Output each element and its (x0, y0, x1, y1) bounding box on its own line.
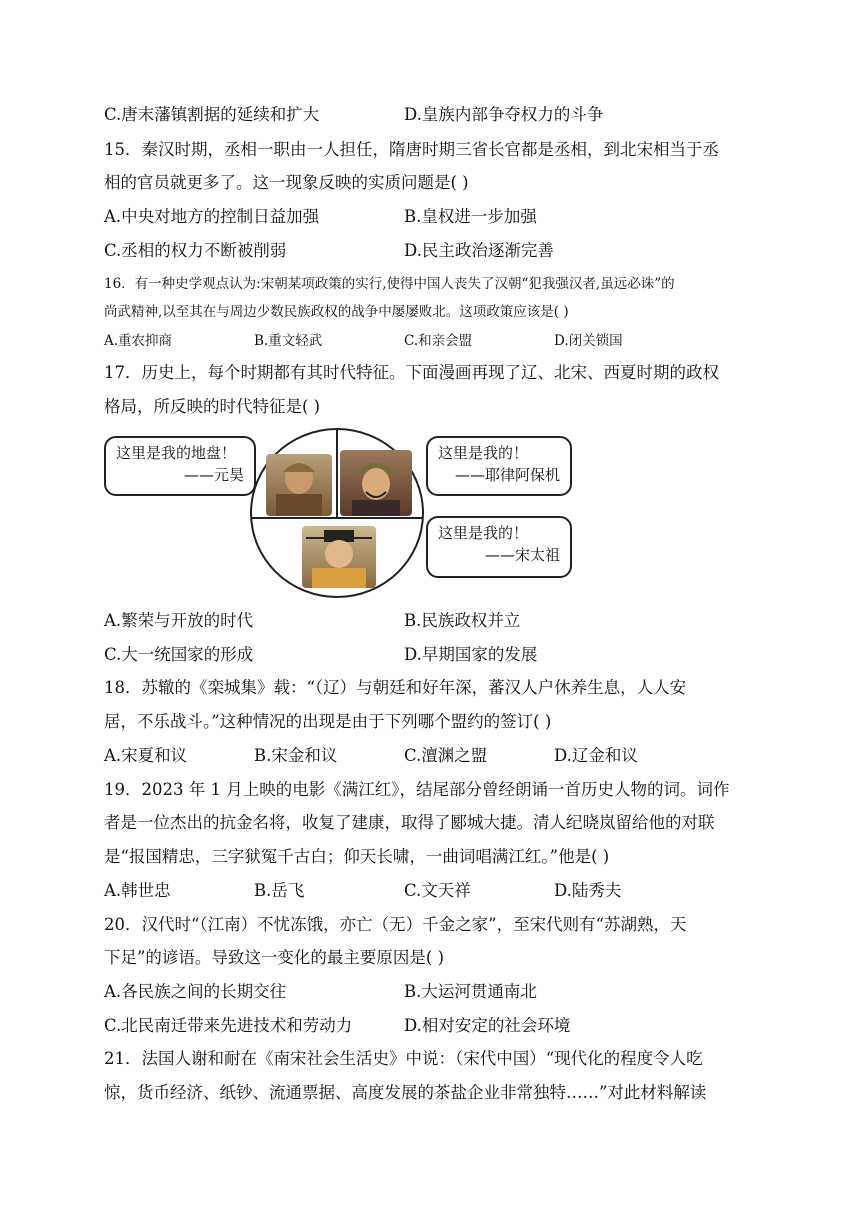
q16-option-c: C.和亲会盟 (404, 333, 473, 349)
q20-stem-line2: 下足”的谚语。导致这一变化的最主要原因是( ) (104, 948, 445, 967)
q19-option-b: B.岳飞 (254, 881, 305, 900)
q17-option-c: C.大一统国家的形成 (104, 645, 254, 664)
q15-option-d: D.民主政治逐渐完善 (404, 241, 554, 260)
q16-option-a: A.重农抑商 (104, 333, 173, 349)
portrait-yelu-abaoji (340, 450, 412, 516)
emperor-icon (302, 526, 376, 588)
q17-option-d: D.早期国家的发展 (404, 645, 538, 664)
q19-stem-line3: 是“报国精忠，三字狱冤千古白；仰天长啸，一曲词唱满江红。”他是( ) (104, 847, 610, 866)
q20-option-b: B.大运河贯通南北 (404, 982, 537, 1001)
q19-option-d: D.陆秀夫 (554, 881, 622, 900)
q20-option-d: D.相对安定的社会环境 (404, 1016, 571, 1035)
q17-option-a: A.繁荣与开放的时代 (104, 611, 254, 630)
q21-stem-line1: 21．法国人谢和耐在《南宋社会生活史》中说：（宋代中国）“现代化的程度令人吃 (104, 1049, 703, 1068)
q17-option-b: B.民族政权并立 (404, 611, 521, 630)
q15-option-c: C.丞相的权力不断被削弱 (104, 241, 287, 260)
q16-option-b: B.重文轻武 (254, 333, 323, 349)
q20-stem-line1: 20．汉代时“（江南）不忧冻饿，亦亡（无）千金之家”，至宋代则有“苏湖熟，天 (104, 915, 687, 934)
q19-option-c: C.文天祥 (404, 881, 471, 900)
bubble-yuanhao-text: 这里是我的地盘！ (116, 444, 237, 462)
bubble-yelu-abaoji-speaker: ——耶律阿保机 (454, 466, 560, 484)
speech-bubble-song-taizu (426, 516, 572, 578)
q15-option-a: A.中央对地方的控制日益加强 (104, 207, 320, 226)
speech-bubble-yuanhao (104, 436, 256, 496)
bubble-song-taizu-speaker: ——宋太祖 (484, 546, 560, 564)
q18-stem-line2: 居，不乐战斗。”这种情况的出现是由于下列哪个盟约的签订( ) (104, 712, 552, 731)
q15-stem-line1: 15．秦汉时期，丞相一职由一人担任，隋唐时期三省长官都是丞相，到北宋相当于丞 (104, 140, 719, 159)
q14-option-d: D.皇族内部争夺权力的斗争 (404, 105, 604, 124)
q17-stem-line1: 17．历史上，每个时期都有其时代特征。下面漫画再现了辽、北宋、西夏时期的政权 (104, 363, 719, 382)
q20-option-a: A.各民族之间的长期交往 (104, 982, 287, 1001)
bubble-song-taizu-text: 这里是我的！ (438, 524, 529, 542)
bubble-yuanhao-speaker: ——元昊 (183, 466, 244, 484)
q16-option-d: D.闭关锁国 (554, 333, 623, 349)
q18-option-d: D.辽金和议 (554, 746, 638, 765)
q15-option-b: B.皇权进一步加强 (404, 207, 537, 226)
q21-stem-line2: 惊，货币经济、纸钞、流通票据、高度发展的茶盐企业非常独特……”对此材料解读 (104, 1083, 707, 1102)
q19-stem-line2: 者是一位杰出的抗金名将，收复了建康，取得了郾城大捷。清人纪晓岚留给他的对联 (104, 813, 715, 832)
q18-stem-line1: 18．苏辙的《栾城集》载：“（辽）与朝廷和好年深，蕃汉人户休养生息，人人安 (104, 678, 687, 697)
portrait-yuanhao (266, 454, 332, 516)
bubble-yelu-abaoji-text: 这里是我的！ (438, 444, 529, 462)
portrait-song-taizu (302, 526, 376, 588)
warrior-icon (266, 454, 332, 516)
q19-option-a: A.韩世忠 (104, 881, 171, 900)
q16-stem-line2: 尚武精神,以至其在与周边少数民族政权的战争中屡屡败北。这项政策应该是( ) (104, 304, 569, 320)
speech-bubble-yelu-abaoji (426, 436, 572, 496)
q15-stem-line2: 相的官员就更多了。这一现象反映的实质问题是( ) (104, 173, 469, 192)
q19-stem-line1: 19．2023 年 1 月上映的电影《满江红》，结尾部分曾经朗诵一首历史人物的词。词作 (104, 780, 730, 799)
q18-option-b: B.宋金和议 (254, 746, 338, 765)
q18-option-c: C.澶渊之盟 (404, 746, 488, 765)
map-circle (250, 428, 424, 598)
q17-comic (104, 428, 576, 598)
q20-option-c: C.北民南迁带来先进技术和劳动力 (104, 1016, 353, 1035)
q17-stem-line2: 格局，所反映的时代特征是( ) (104, 397, 321, 416)
khan-icon (340, 450, 412, 516)
q18-option-a: A.宋夏和议 (104, 746, 188, 765)
q16-stem-line1: 16．有一种史学观点认为:宋朝某项政策的实行,使得中国人丧失了汉朝“犯我强汉者,虽远必诛”的 (104, 276, 675, 292)
q14-option-c: C.唐末藩镇割据的延续和扩大 (104, 105, 320, 124)
